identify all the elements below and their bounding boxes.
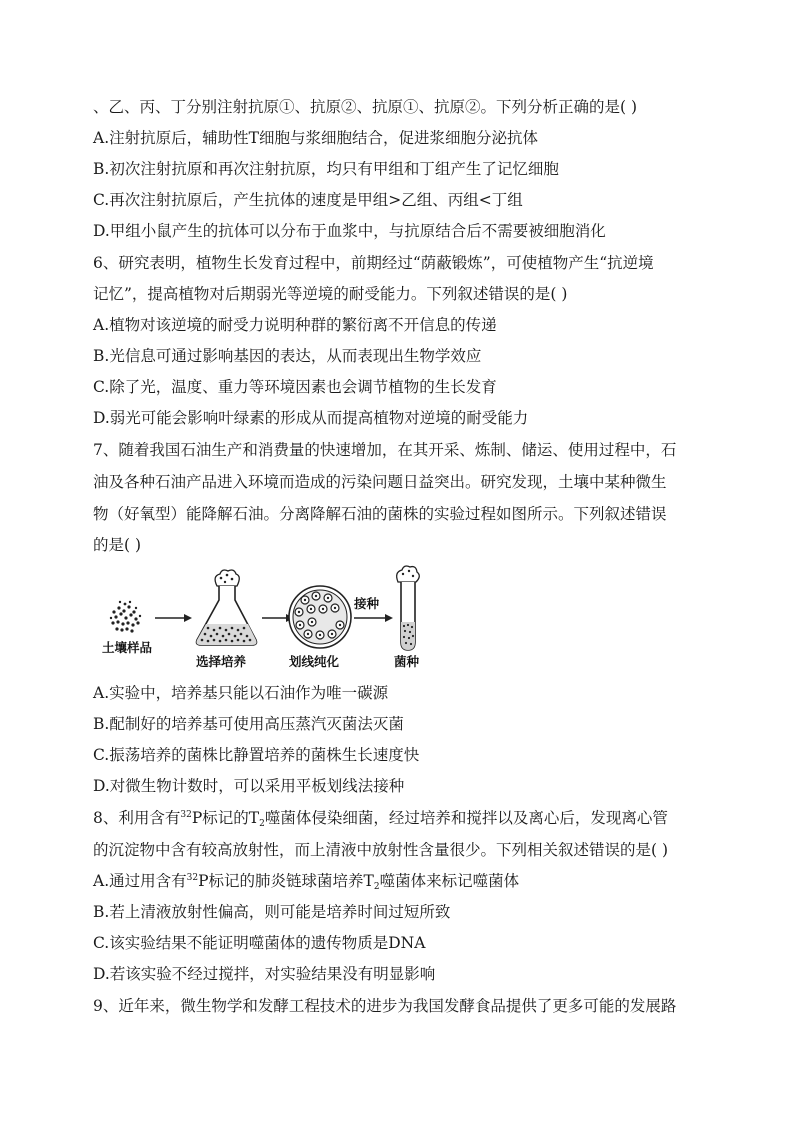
q6-option-b: B.光信息可通过影响基因的表达，从而表现出生物学效应 (93, 347, 482, 365)
strain-isolation-diagram (100, 562, 430, 674)
q7-stem-line-1: 7、随着我国石油生产和消费量的快速增加，在其开采、炼制、储运、使用过程中，石 (93, 441, 677, 459)
q8-option-d: D.若该实验不经过搅拌，对实验结果没有明显影响 (93, 965, 436, 983)
q8-option-b: B.若上清液放射性偏高，则可能是培养时间过短所致 (93, 903, 451, 921)
q5-option-a: A.注射抗原后，辅助性T细胞与浆细胞结合，促进浆细胞分泌抗体 (93, 129, 538, 147)
petri-dish-icon (289, 586, 351, 648)
q7-option-b: B.配制好的培养基可使用高压蒸汽灭菌法灭菌 (93, 715, 404, 733)
q5-option-d: D.甲组小鼠产生的抗体可以分布于血浆中，与抗原结合后不需要被细胞消化 (93, 222, 606, 240)
label-selective-culture: 选择培养 (196, 654, 247, 669)
q5-stem: 、乙、丙、丁分别注射抗原①、抗原②、抗原①、抗原②。下列分析正确的是( ) (93, 98, 638, 116)
q5-option-b: B.初次注射抗原和再次注射抗原，均只有甲组和丁组产生了记忆细胞 (93, 160, 559, 178)
q6-stem-line-1: 6、研究表明，植物生长发育过程中，前期经过“荫蔽锻炼”，可使植物产生“抗逆境 (93, 254, 654, 272)
q7-option-a: A.实验中，培养基只能以石油作为唯一碳源 (93, 684, 389, 702)
label-inoculate: 接种 (354, 596, 380, 611)
q8-option-c: C.该实验结果不能证明噬菌体的遗传物质是DNA (93, 934, 426, 952)
q5-option-c: C.再次注射抗原后，产生抗体的速度是甲组>乙组、丙组<丁组 (93, 191, 523, 209)
q7-option-c: C.振荡培养的菌株比静置培养的菌株生长速度快 (93, 746, 420, 764)
flask-icon (197, 570, 257, 645)
arrow-right-icon (354, 614, 393, 622)
q6-option-d: D.弱光可能会影响叶绿素的形成从而提高植物对逆境的耐受能力 (93, 409, 529, 427)
q7-option-d: D.对微生物计数时，可以采用平板划线法接种 (93, 777, 405, 795)
q6-option-c: C.除了光，温度、重力等环境因素也会调节植物的生长发育 (93, 378, 497, 396)
q9-stem-line-1: 9、近年来，微生物学和发酵工程技术的进步为我国发酵食品提供了更多可能的发展路 (93, 997, 677, 1015)
q6-stem-line-2: 记忆”，提高植物对后期弱光等逆境的耐受能力。下列叙述错误的是( ) (93, 285, 568, 303)
arrow-right-icon (155, 614, 192, 622)
label-streak-purification: 划线纯化 (289, 654, 340, 669)
soil-sample-icon (110, 601, 141, 633)
q8-stem-line-1: 8、利用含有$^{32}$P标记的$T_2$噬菌体侵染细菌，经过培养和搅拌以及离心后，发现离心管 (93, 809, 668, 829)
q7-stem-line-4: 的是( ) (93, 536, 142, 554)
q7-stem-line-2: 油及各种石油产品进入环境而造成的污染问题日益突出。研究发现，土壤中某种微生 (93, 473, 667, 491)
test-tube-icon (397, 566, 420, 650)
q6-option-a: A.植物对该逆境的耐受力说明种群的繁衍离不开信息的传递 (93, 316, 497, 334)
q8-stem-line-2: 的沉淀物中含有较高放射性，而上清液中放射性含量很少。下列相关叙述错误的是( ) (93, 841, 669, 859)
q7-stem-line-3: 物（好氧型）能降解石油。分离降解石油的菌株的实验过程如图所示。下列叙述错误 (93, 505, 667, 523)
label-strain: 菌种 (394, 654, 420, 669)
q8-option-a: A.通过用含有$^{32}$P标记的肺炎链球菌培养$T_2$噬菌体来标记噬菌体 (93, 872, 520, 892)
label-soil-sample: 土壤样品 (102, 640, 153, 655)
